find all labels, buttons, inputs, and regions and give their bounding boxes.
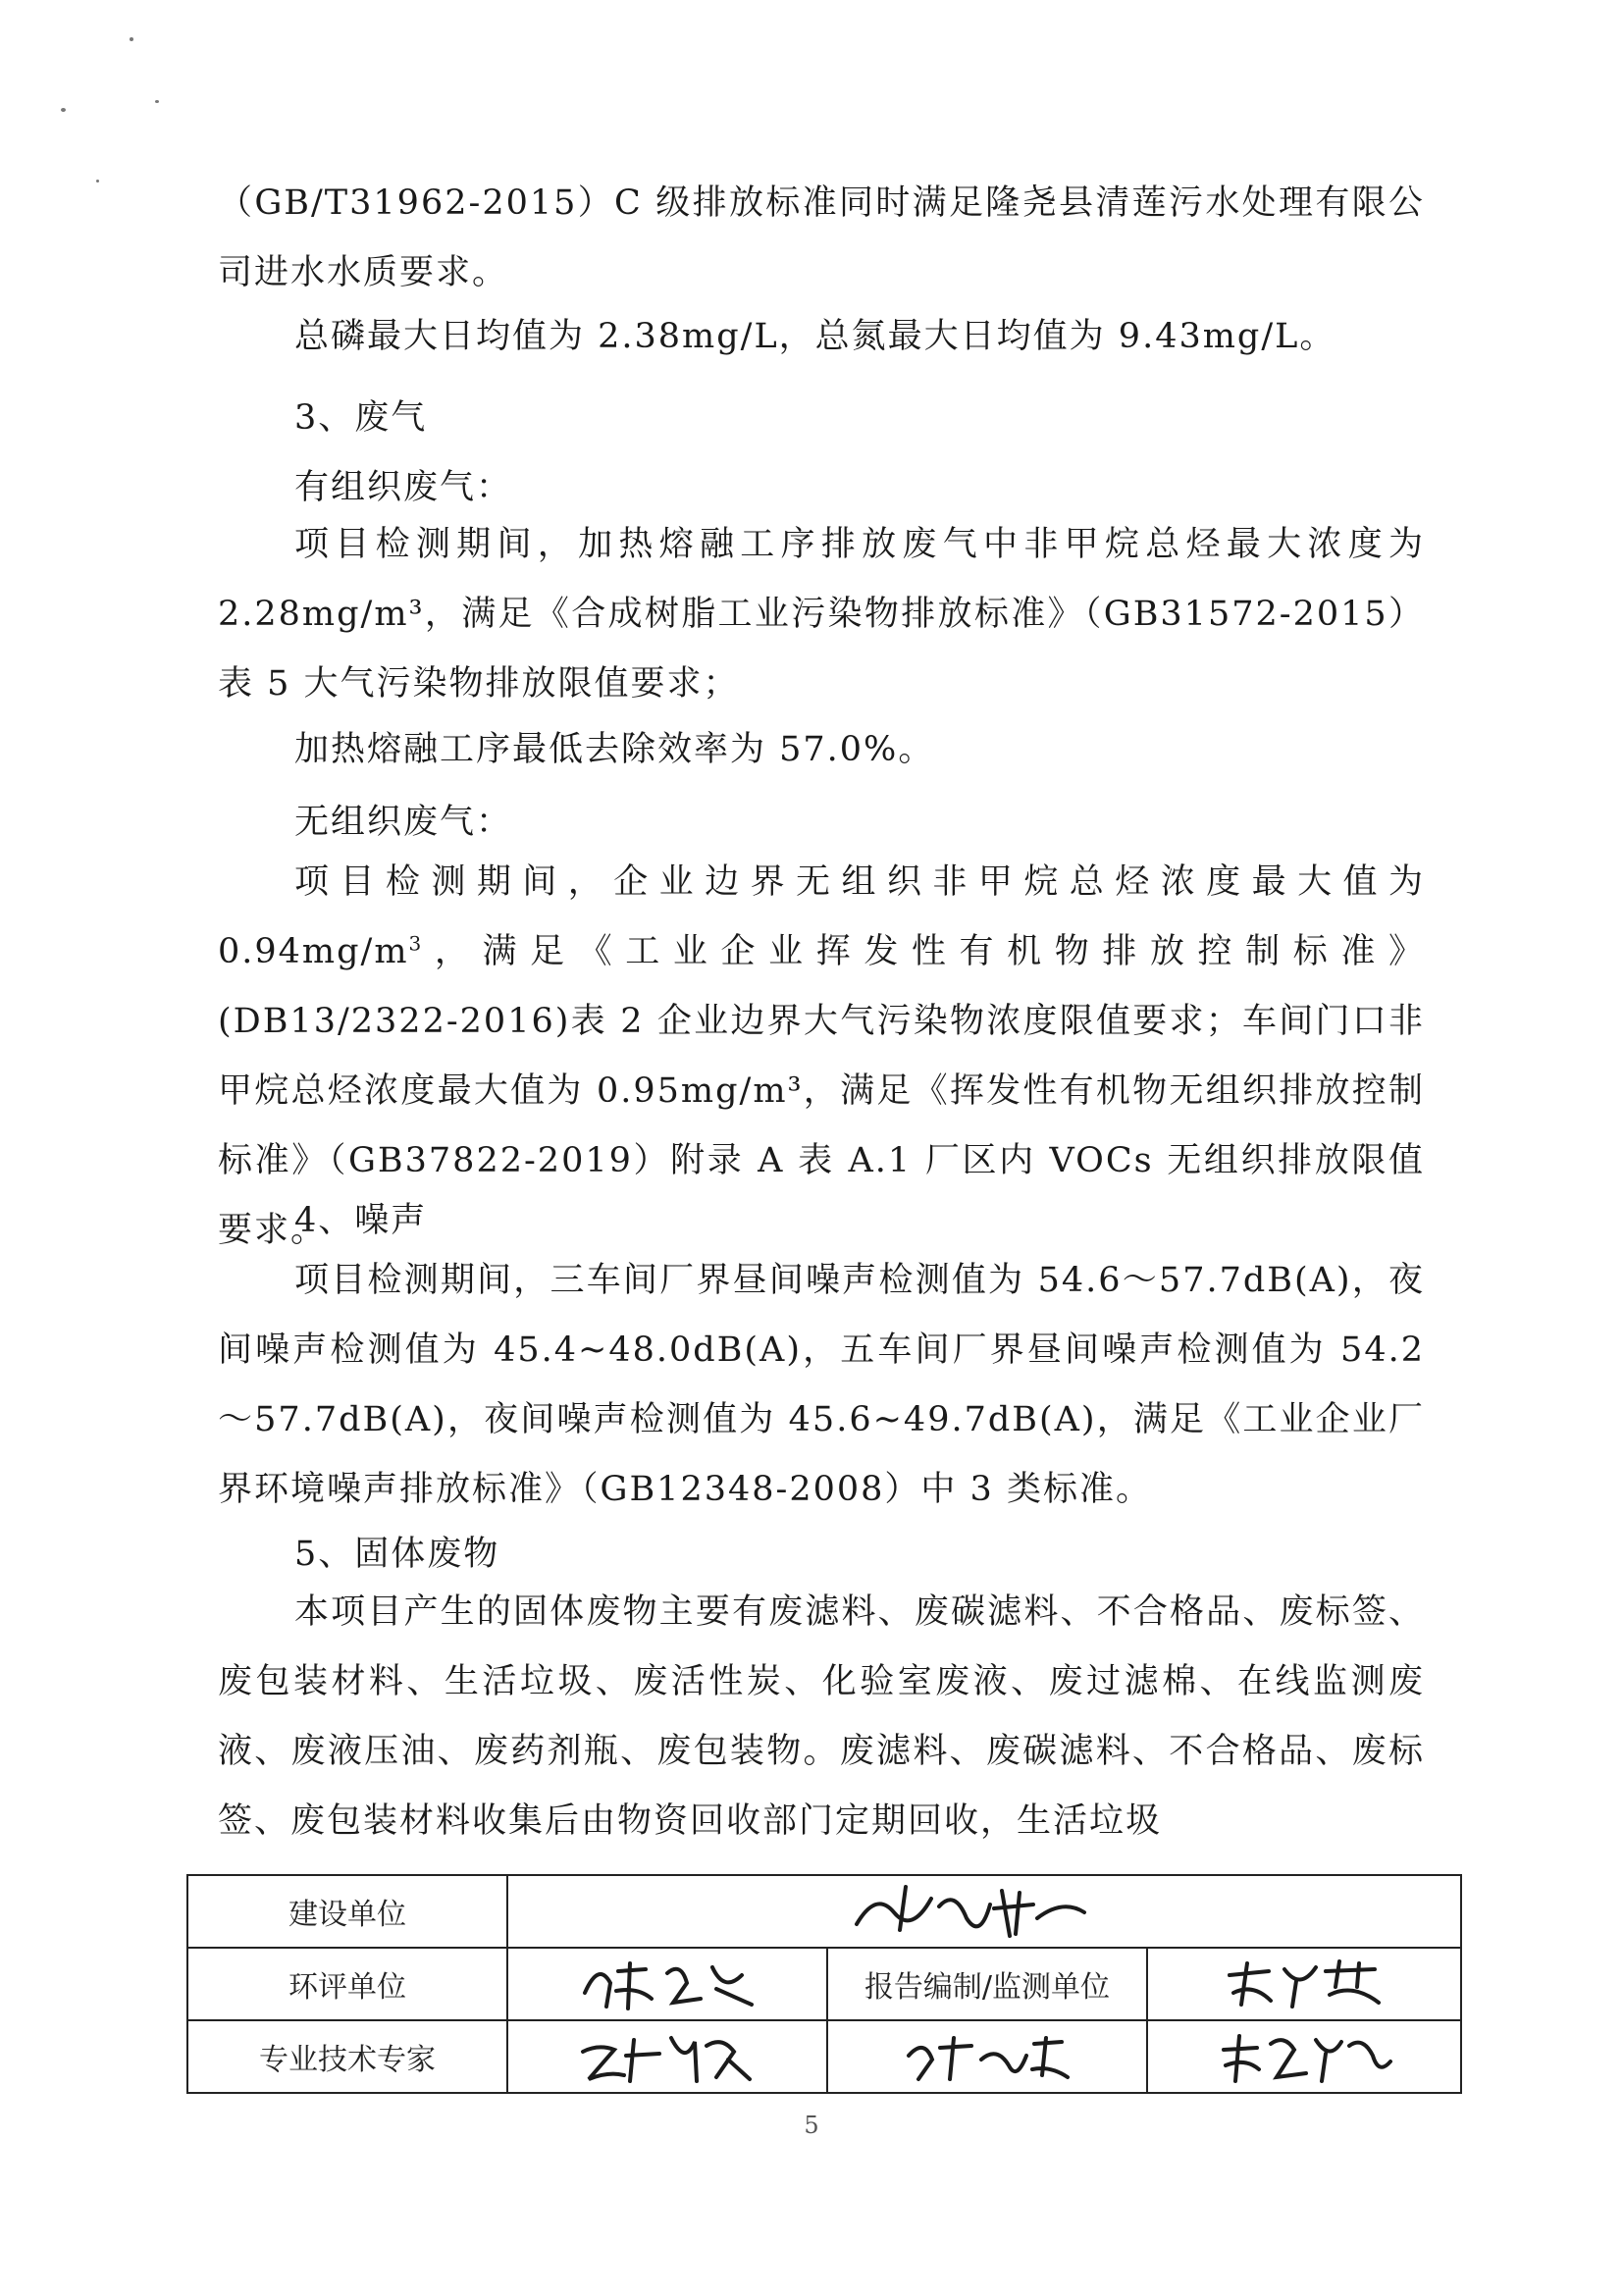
scan-speck — [61, 108, 66, 112]
scan-speck — [96, 180, 99, 183]
signature-expert-2 — [827, 2020, 1147, 2093]
superscript: 3 — [408, 931, 424, 956]
handwritten-signature — [1206, 1954, 1402, 2014]
signature-row-eia — [187, 1948, 1461, 2020]
text-segment: ，满足《工业企业挥发性有机物排放控制标准》(DB13/2322-2016)表 2 企业边界大气污染物浓度限值要求；车间门口非甲烷总烃浓度最大值为 0.95mg/m³，满足《挥发性有机物无组织排放控制标准》（GB37822-2019）附录 A 表 A.1 厂区内 VOCs 无组织排放限值要求。 — [218, 932, 1425, 1250]
heading-waste-gas: 3、废气 — [294, 398, 428, 438]
page-number: 5 — [804, 2112, 819, 2139]
label-report-monitoring-unit: 报告编制/监测单位 — [827, 1948, 1147, 2020]
heading-noise: 4、噪声 — [294, 1201, 428, 1240]
paragraph-solid-waste: 本项目产生的固体废物主要有废滤料、废碳滤料、不合格品、废标签、废包装材料、生活垃圾、废活性炭、化验室废液、废过滤棉、在线监测废液、废液压油、废药剂瓶、废包装物。废滤料、废碳滤料、不合格品、废标签、废包装材料收集后由物资回收部门定期回收，生活垃圾 — [218, 1592, 1425, 1841]
label-technical-experts: 专业技术专家 — [187, 2020, 507, 2093]
paragraph-phosphorus-nitrogen: 总磷最大日均值为 2.38mg/L，总氮最大日均值为 9.43mg/L。 — [294, 317, 1336, 356]
handwritten-signature — [569, 2026, 765, 2087]
label-organized-gas: 有组织废气： — [294, 468, 513, 507]
signature-row-builder — [187, 1875, 1461, 1948]
handwritten-signature — [889, 2026, 1085, 2087]
scan-speck — [130, 37, 133, 41]
handwritten-signature — [1206, 2026, 1402, 2087]
signature-row-experts — [187, 2020, 1461, 2093]
label-unorganized-gas: 无组织废气： — [294, 803, 513, 842]
signature-eia-unit — [507, 1948, 827, 2020]
paragraph-standard-continuation: （GB/T31962-2015）C 级排放标准同时满足隆尧县清莲污水处理有限公司进水水质要求。 — [218, 183, 1425, 292]
heading-solid-waste: 5、固体废物 — [294, 1535, 500, 1574]
signature-expert-3 — [1147, 2020, 1461, 2093]
handwritten-signature — [837, 1879, 1131, 1944]
paragraph-organized-gas-result: 项目检测期间，加热熔融工序排放废气中非甲烷总烃最大浓度为 2.28mg/m³，满足《合成树脂工业污染物排放标准》（GB31572-2015）表 5 大气污染物排放限值要求； — [218, 525, 1425, 704]
signature-table — [186, 1874, 1462, 2094]
paragraph-removal-efficiency: 加热熔融工序最低去除效率为 57.0%。 — [294, 730, 935, 769]
paragraph-noise-result: 项目检测期间，三车间厂界昼间噪声检测值为 54.6～57.7dB(A)，夜间噪声检测值为 45.4~48.0dB(A)，五车间厂界昼间噪声检测值为 54.2～57.7dB(A)，夜间噪声检测值为 45.6~49.7dB(A)，满足《工业企业厂界环境噪声排放标准》（GB12348-2008）中 3 类标准。 — [218, 1261, 1425, 1509]
signature-expert-1 — [507, 2020, 827, 2093]
handwritten-signature — [569, 1954, 765, 2014]
signature-report-monitoring-unit — [1147, 1948, 1461, 2020]
text-segment: 项目检测期间，企业边界无组织非甲烷总烃浓度最大值为 0.94mg/m — [218, 862, 1425, 971]
scan-speck — [155, 100, 159, 103]
label-eia-unit: 环评单位 — [187, 1948, 507, 2020]
signature-construction-unit — [507, 1875, 1461, 1948]
label-construction-unit: 建设单位 — [187, 1875, 507, 1948]
